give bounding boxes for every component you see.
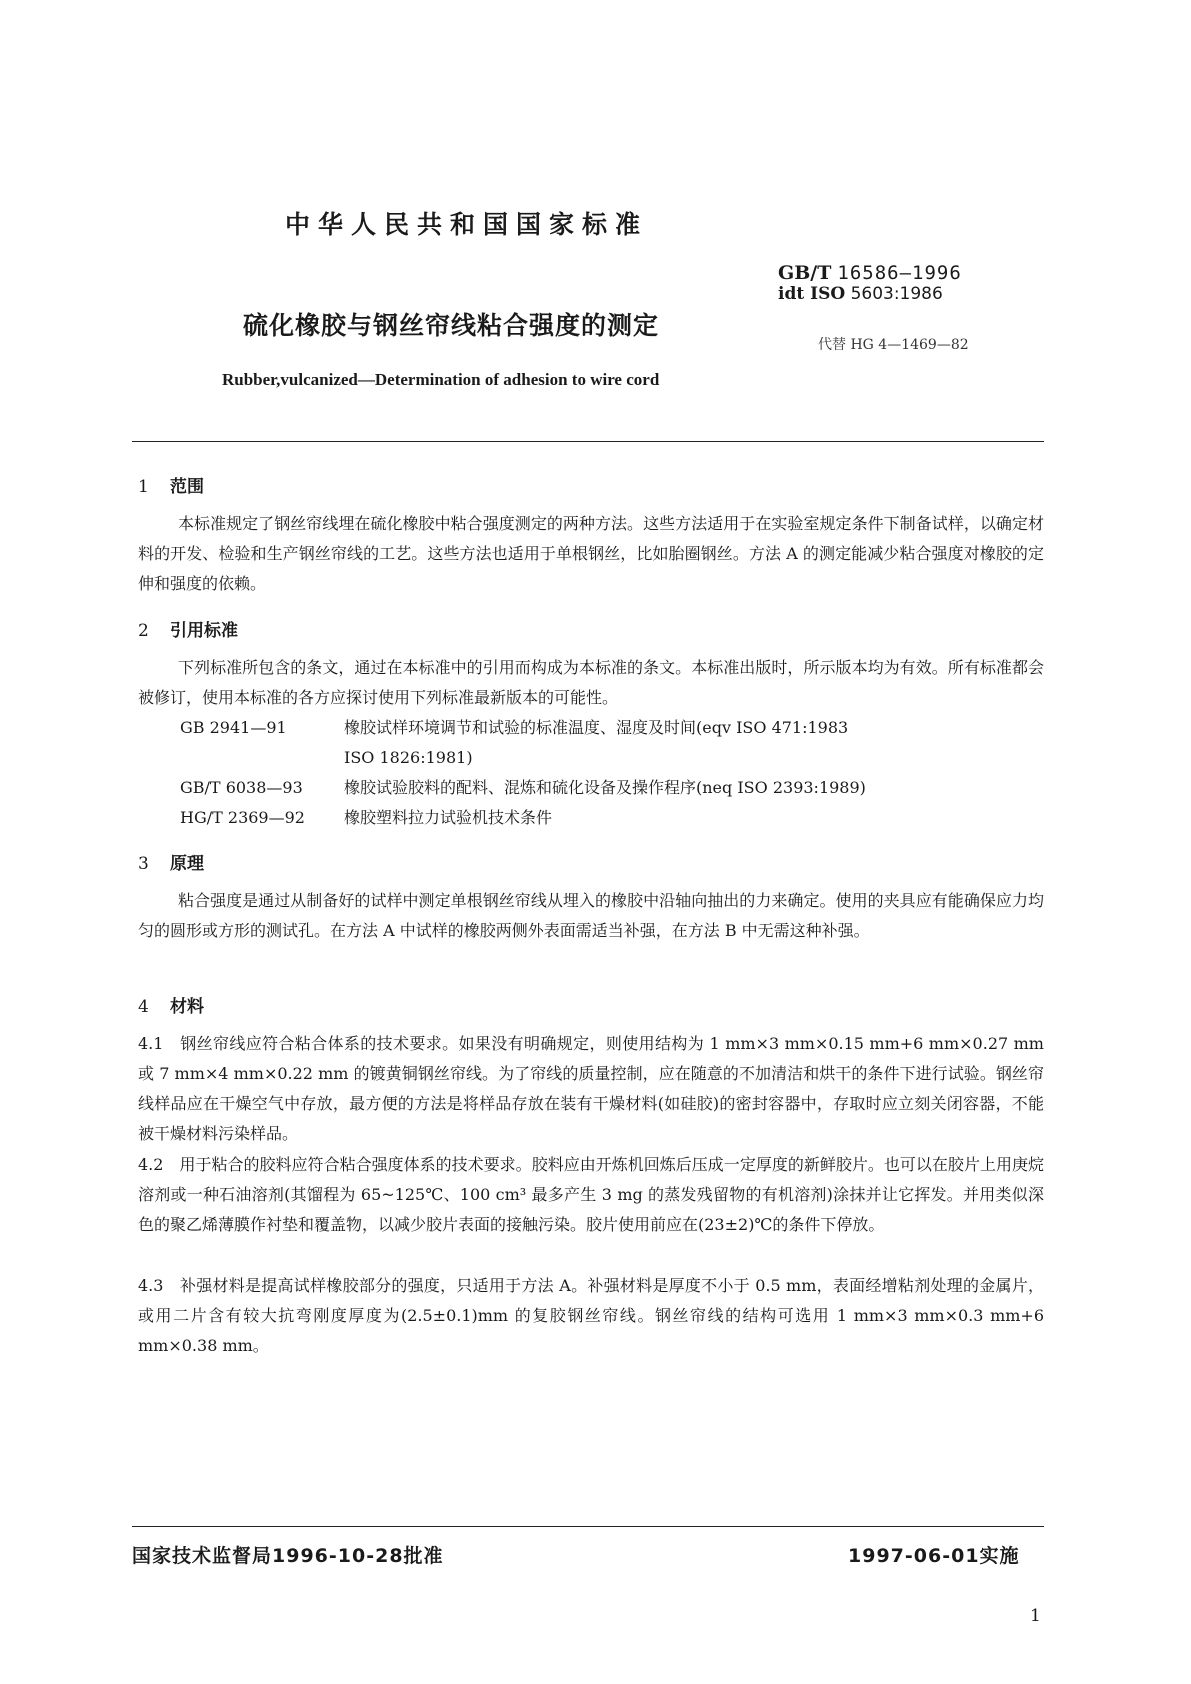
section-2-heading [138, 616, 238, 641]
section-1-heading [138, 472, 204, 497]
section-4-heading [138, 992, 204, 1017]
reference-code: GB 2941—91 [180, 718, 287, 737]
iso-equivalence [778, 284, 943, 304]
implementation-date: 1997-06-01实施 [848, 1545, 1020, 1567]
section-title: 范围 [170, 477, 204, 497]
clause-4-2 [138, 1150, 1044, 1240]
section-2-text: 下列标准所包含的条文，通过在本标准中的引用而构成为本标准的条文。本标准出版时，所示版本均为有效。所有标准都会被修订，使用本标准的各方应探讨使用下列标准最新版本的可能性。 [138, 658, 1044, 707]
national-standard-heading: 中华人民共和国国家标准 [285, 210, 649, 239]
reference-title: 橡胶试样环境调节和试验的标准温度、湿度及时间(eqv ISO 471:1983 [344, 718, 849, 737]
iso-code: 5603:1986 [850, 284, 943, 304]
reference-title: 橡胶塑料拉力试验机技术条件 [344, 808, 553, 827]
clause-number: 4.1 [138, 1034, 164, 1053]
section-number: 4 [138, 997, 149, 1017]
reference-continuation: ISO 1826:1981) [344, 748, 473, 767]
section-3-heading [138, 849, 204, 874]
reference-code: HG/T 2369—92 [180, 808, 305, 827]
clause-number: 4.2 [138, 1155, 164, 1174]
approval-date: 国家技术监督局1996-10-28批准 [132, 1545, 444, 1567]
section-title: 引用标准 [170, 621, 238, 641]
reference-item [180, 713, 848, 743]
footer-divider [132, 1526, 1044, 1527]
reference-code: GB/T 6038—93 [180, 778, 303, 797]
clause-4-1 [138, 1029, 1044, 1149]
header-divider [132, 441, 1044, 442]
idt-prefix: idt ISO [778, 284, 846, 304]
section-title: 材料 [170, 997, 204, 1017]
clause-number: 4.3 [138, 1276, 164, 1295]
section-number: 3 [138, 854, 149, 874]
clause-text: 钢丝帘线应符合粘合体系的技术要求。如果没有明确规定，则使用结构为 1 mm×3 mm×0.15 mm+6 mm×0.27 mm 或 7 mm×4 mm×0.22 mm 的镀黄铜钢丝帘线。为了帘线的质量控制，应在随意的不加清洁和烘干的条件下进行试验。钢丝帘线样品应在干燥空气中存放，最方便的方法是将样品存放在装有干燥材料(如硅胶)的密封容器中，存取时应立刻关闭容器，不能被干燥材料污染样品。 [138, 1034, 1044, 1143]
section-3-text: 粘合强度是通过从制备好的试样中测定单根钢丝帘线从埋入的橡胶中沿轴向抽出的力来确定。使用的夹具应有能确保应力均匀的圆形或方形的测试孔。在方法 A 中试样的橡胶两侧外表面需适当补强，在方法 B 中无需这种补强。 [138, 891, 1044, 940]
standard-number [778, 262, 962, 284]
document-title: 硫化橡胶与钢丝帘线粘合强度的测定 [243, 311, 660, 340]
reference-item [180, 773, 866, 803]
section-number: 2 [138, 621, 149, 641]
reference-title: 橡胶试验胶料的配料、混炼和硫化设备及操作程序(neq ISO 2393:1989) [344, 778, 866, 797]
section-number: 1 [138, 477, 149, 497]
standard-prefix: GB/T [778, 262, 832, 284]
page-number: 1 [1030, 1606, 1041, 1626]
english-title: Rubber,vulcanized—Determination of adhesion to wire cord [222, 370, 660, 389]
clause-text: 补强材料是提高试样橡胶部分的强度，只适用于方法 A。补强材料是厚度不小于 0.5 mm，表面经增粘剂处理的金属片，或用二片含有较大抗弯刚度厚度为(2.5±0.1)mm 的复胶钢丝帘线。钢丝帘线的结构可选用 1 mm×3 mm×0.3 mm+6 mm×0.38 mm。 [138, 1276, 1044, 1355]
clause-text: 用于粘合的胶料应符合粘合强度体系的技术要求。胶料应由开炼机回炼后压成一定厚度的新鲜胶片。也可以在胶片上用庚烷溶剂或一种石油溶剂(其馏程为 65~125℃、100 cm³ 最多产生 3 mg 的蒸发残留物的有机溶剂)涂抹并让它挥发。并用类似深色的聚乙烯薄膜作衬垫和覆盖物，以减少胶片表面的接触污染。胶片使用前应在(23±2)℃的条件下停放。 [138, 1155, 1044, 1234]
section-title: 原理 [170, 854, 204, 874]
section-1-text: 本标准规定了钢丝帘线埋在硫化橡胶中粘合强度测定的两种方法。这些方法适用于在实验室规定条件下制备试样，以确定材料的开发、检验和生产钢丝帘线的工艺。这些方法也适用于单根钢丝，比如胎圈钢丝。方法 A 的测定能减少粘合强度对橡胶的定伸和强度的依赖。 [138, 514, 1044, 593]
standard-code: 16586—1996 [837, 262, 962, 284]
reference-item [180, 803, 552, 833]
clause-4-3 [138, 1271, 1044, 1361]
replaces-note: 代替 HG 4—1469—82 [818, 337, 969, 353]
